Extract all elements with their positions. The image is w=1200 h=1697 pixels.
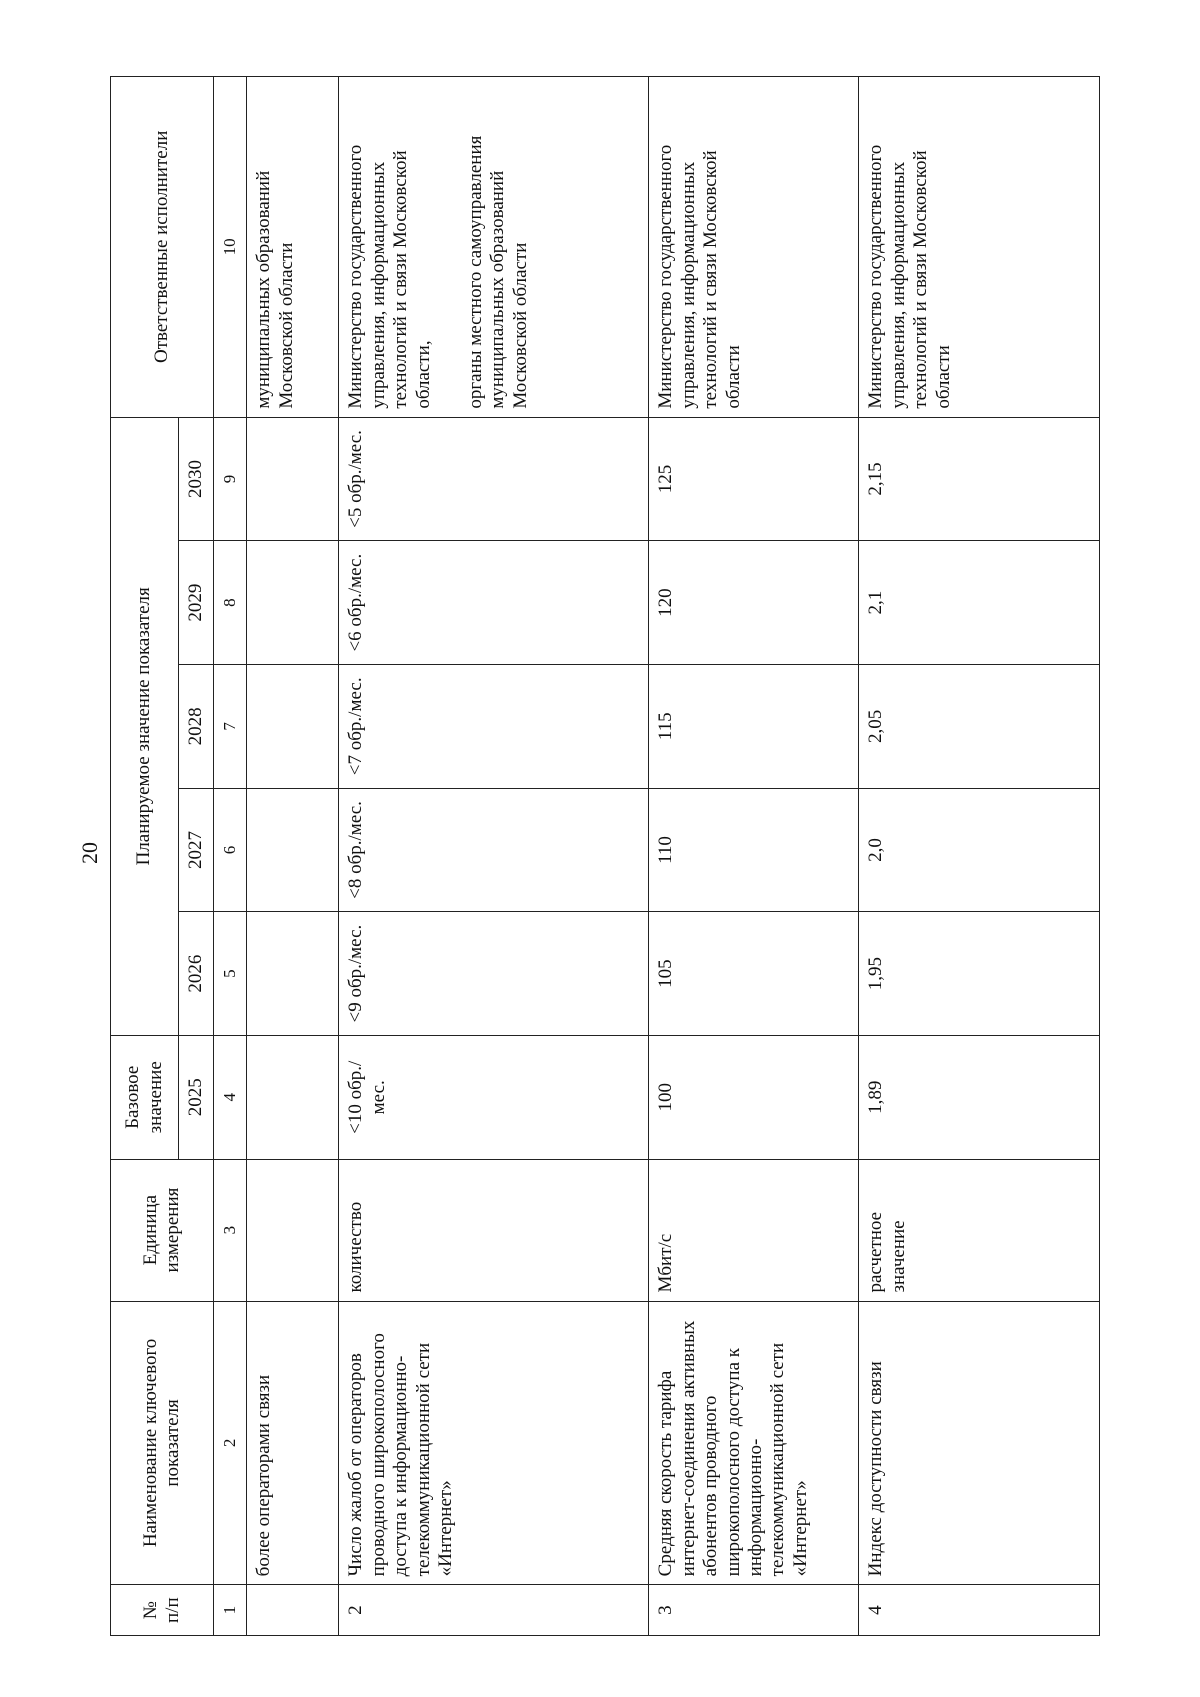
cell-value xyxy=(247,788,339,912)
cell-value xyxy=(247,664,339,788)
column-number: 2 xyxy=(214,1301,247,1585)
cell-no: 2 xyxy=(339,1585,649,1636)
cell-value: 100 xyxy=(649,1035,859,1159)
spacer xyxy=(435,85,465,409)
table-row-continuation xyxy=(247,77,339,1636)
cell-name: Индекс доступности связи xyxy=(859,1301,1100,1585)
cell-value xyxy=(247,417,339,541)
cell-value: 2,05 xyxy=(859,664,1100,788)
cell-unit: количество xyxy=(339,1159,649,1301)
header-year: 2028 xyxy=(179,664,214,788)
cell-value: <5 обр./мес. xyxy=(339,417,649,541)
cell-value: <10 обр./мес. xyxy=(339,1035,649,1159)
page-number: 20 xyxy=(77,842,102,864)
table-row xyxy=(339,77,649,1636)
cell-name: более операторами связи xyxy=(247,1301,339,1585)
header-year: 2027 xyxy=(179,788,214,912)
cell-no xyxy=(247,1585,339,1636)
header-planned: Планируемое значение показателя xyxy=(111,417,179,1035)
cell-unit xyxy=(247,1159,339,1301)
cell-value: 120 xyxy=(649,541,859,665)
cell-unit: Мбит/с xyxy=(649,1159,859,1301)
header-name: Наименование ключевого показателя xyxy=(111,1301,214,1585)
cell-value xyxy=(247,541,339,665)
cell-value: 110 xyxy=(649,788,859,912)
cell-name: Средняя скорость тарифа интернет-соединения активных абонентов проводного широкополосного доступа к информационно-телекоммуникационной сети «Интернет» xyxy=(649,1301,859,1585)
cell-responsible xyxy=(339,77,649,418)
cell-value: 1,95 xyxy=(859,912,1100,1036)
cell-value xyxy=(247,912,339,1036)
cell-value xyxy=(247,1035,339,1159)
header-unit: Единица измерения xyxy=(111,1159,214,1301)
column-number: 8 xyxy=(214,541,247,665)
column-number: 9 xyxy=(214,417,247,541)
table-row xyxy=(859,77,1100,1636)
column-number: 5 xyxy=(214,912,247,1036)
cell-no: 4 xyxy=(859,1585,1100,1636)
column-number: 1 xyxy=(214,1585,247,1636)
cell-unit: расчетное значение xyxy=(859,1159,1100,1301)
column-number: 3 xyxy=(214,1159,247,1301)
cell-name: Число жалоб от операторов проводного широкополосного доступа к информационно-телекоммуникационной сети «Интернет» xyxy=(339,1301,649,1585)
cell-value: 115 xyxy=(649,664,859,788)
cell-value: <6 обр./мес. xyxy=(339,541,649,665)
header-year: 2029 xyxy=(179,541,214,665)
column-number: 7 xyxy=(214,664,247,788)
cell-responsible: Министерство государственного управления, информационных технологий и связи Московской области xyxy=(859,77,1100,418)
cell-no: 3 xyxy=(649,1585,859,1636)
cell-value: <9 обр./мес. xyxy=(339,912,649,1036)
cell-value: 1,89 xyxy=(859,1035,1100,1159)
header-year: 2026 xyxy=(179,912,214,1036)
header-year: 2030 xyxy=(179,417,214,541)
header-base: Базовое значение xyxy=(111,1035,179,1159)
table-frame xyxy=(110,76,1100,1636)
cell-value: <8 обр./мес. xyxy=(339,788,649,912)
responsible-extra-text: органы местного самоуправления муниципальных образований Московской области xyxy=(465,135,531,409)
cell-value: 105 xyxy=(649,912,859,1036)
column-number: 10 xyxy=(214,77,247,418)
cell-value: 2,1 xyxy=(859,541,1100,665)
header-year: 2025 xyxy=(179,1035,214,1159)
header-row-1 xyxy=(111,77,179,1636)
cell-value: <7 обр./мес. xyxy=(339,664,649,788)
header-responsible: Ответственные исполнители xyxy=(111,77,214,418)
kpi-table xyxy=(110,76,1100,1636)
column-number: 4 xyxy=(214,1035,247,1159)
table-row xyxy=(649,77,859,1636)
cell-value: 2,0 xyxy=(859,788,1100,912)
cell-value: 125 xyxy=(649,417,859,541)
column-number: 6 xyxy=(214,788,247,912)
column-number-row xyxy=(214,77,247,1636)
cell-responsible: Министерство государственного управления, информационных технологий и связи Московской области xyxy=(649,77,859,418)
responsible-text: Министерство государственного управления, информационных технологий и связи Московской области, xyxy=(345,144,434,409)
header-no: № п/п xyxy=(111,1585,214,1636)
cell-responsible: муниципальных образований Московской области xyxy=(247,77,339,418)
cell-value: 2,15 xyxy=(859,417,1100,541)
